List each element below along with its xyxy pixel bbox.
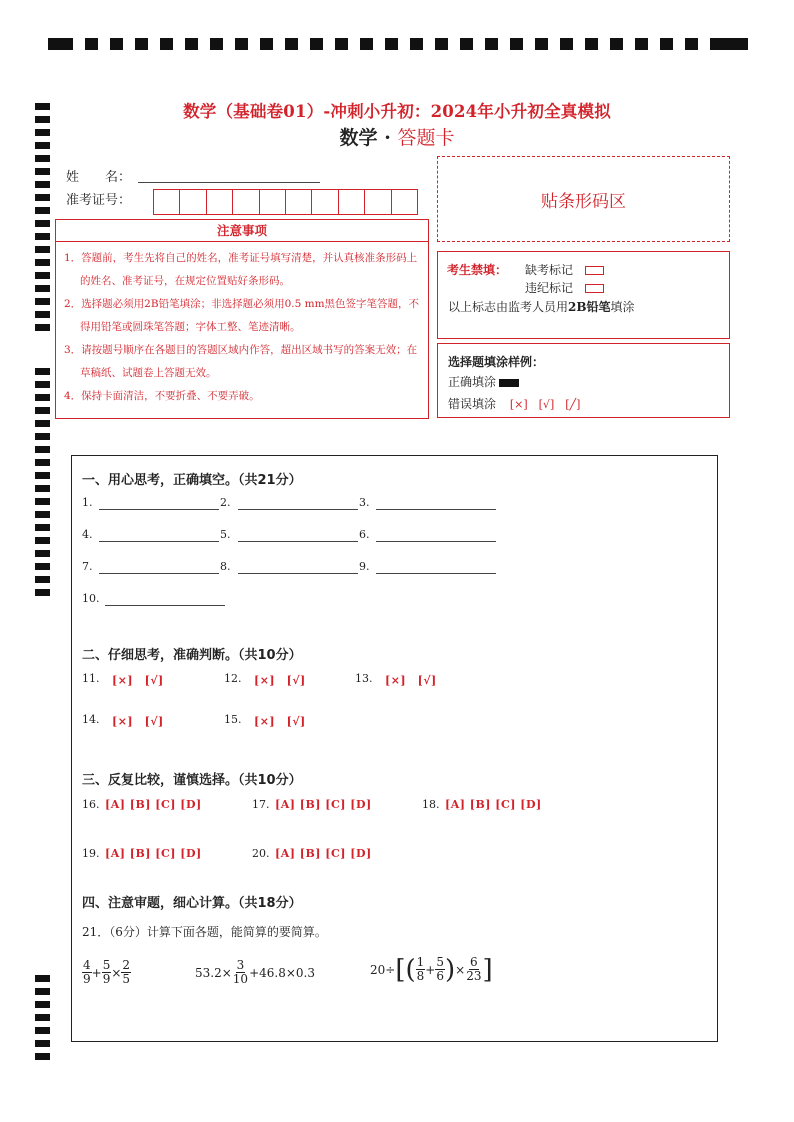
answer-line-8[interactable] — [238, 573, 358, 574]
answer-line-6[interactable] — [376, 541, 496, 542]
sample-correct-label: 正确填涂 — [448, 375, 497, 389]
violation-mark-box[interactable] — [585, 284, 604, 293]
notice-title: 注意事项 — [56, 220, 428, 242]
q-number: 20. — [252, 847, 270, 860]
name-field[interactable] — [138, 166, 320, 183]
section3-title: 三、反复比较，谨慎选择。（共10分） — [82, 773, 302, 788]
section4-title: 四、注意审题，细心计算。（共18分） — [82, 896, 302, 911]
judge-options[interactable]: [×] [√] — [385, 674, 437, 687]
answer-line-7[interactable] — [99, 573, 219, 574]
judge-options[interactable]: [×] [√] — [112, 674, 164, 687]
barcode-label: 贴条形码区 — [541, 191, 626, 212]
card-title-main: 数学 — [339, 127, 378, 149]
answer-line-1[interactable] — [99, 509, 219, 510]
judge-options[interactable]: [×] [√] — [112, 715, 164, 728]
name-label: 姓 名： — [66, 170, 132, 185]
sample-wrong-row — [448, 395, 580, 412]
expression-3: 20÷ [ ( $\frac{1}{8}$ + $\frac{5}{6}$ ) × $\frac{6}{23}$ ] — [370, 954, 493, 985]
q-number: 2. — [220, 496, 231, 509]
q-number: 1. — [82, 496, 93, 509]
top-timing-marks — [48, 38, 748, 50]
q-number: 12. — [224, 672, 242, 685]
q-number: 18. — [422, 798, 440, 811]
answer-line-9[interactable] — [376, 573, 496, 574]
fill-sample-box — [437, 343, 730, 418]
barcode-area — [437, 156, 730, 242]
exam-title: 数学（基础卷01）-冲刺小升初：2024年小升初全真模拟 — [183, 102, 611, 121]
notice-box — [55, 219, 429, 419]
notice-item: 3．请按题号顺序在各题目的答题区域内作答，超出区域书写的答案无效；在草稿纸、试题卷上答题无效。 — [64, 344, 418, 379]
q-number: 10. — [82, 592, 100, 605]
notice-item: 1．答题前，考生先将自己的姓名，准考证号填写清楚，并认真核准条形码上的姓名、准考证号，在规定位置贴好条形码。 — [64, 252, 418, 287]
answer-line-3[interactable] — [376, 509, 496, 510]
q-number: 17. — [252, 798, 270, 811]
absent-mark-box[interactable] — [585, 266, 604, 275]
q-number: 4. — [82, 528, 93, 541]
card-title — [0, 123, 794, 150]
answer-line-5[interactable] — [238, 541, 358, 542]
q-number: 9. — [359, 560, 370, 573]
q-number: 16. — [82, 798, 100, 811]
absent-label: 缺考标记 — [525, 263, 574, 277]
answer-line-4[interactable] — [99, 541, 219, 542]
q-number: 15. — [224, 713, 242, 726]
choice-options[interactable]: [A] [B] [C] [D] — [445, 798, 542, 811]
q-number: 19. — [82, 847, 100, 860]
notice-item: 4．保持卡面清洁，不要折叠、不要弄破。 — [64, 390, 260, 402]
q-number: 14. — [82, 713, 100, 726]
choice-options[interactable]: [A] [B] [C] [D] — [105, 798, 202, 811]
sample-title: 选择题填涂样例： — [448, 355, 545, 369]
card-title-sub: 答题卡 — [397, 127, 455, 149]
choice-options[interactable]: [A] [B] [C] [D] — [275, 798, 372, 811]
q-number: 5. — [220, 528, 231, 541]
answer-line-10[interactable] — [105, 605, 225, 606]
card-title-dot: · — [384, 127, 391, 149]
absent-mark-row — [525, 261, 604, 278]
violation-label: 违纪标记 — [525, 281, 574, 295]
sample-correct-row — [448, 373, 519, 390]
choice-options[interactable]: [A] [B] [C] [D] — [275, 847, 372, 860]
q21-prompt: 21．（6分）计算下面各题，能简算的要简算。 — [82, 925, 327, 939]
ban-label: 考生禁填： — [447, 263, 508, 277]
id-label: 准考证号： — [66, 193, 132, 208]
expression-2: 53.2× $\frac{3}{10}$ +46.8×0.3 — [195, 958, 315, 986]
ban-note: 以上标志由监考人员用2B铅笔填涂 — [448, 300, 635, 314]
answer-area — [71, 455, 718, 1042]
violation-mark-row — [525, 279, 604, 296]
examinee-prohibited-box — [437, 251, 730, 339]
q-number: 11. — [82, 672, 100, 685]
filled-mark — [499, 379, 519, 387]
choice-options[interactable]: [A] [B] [C] [D] — [105, 847, 202, 860]
section2-title: 二、仔细思考，准确判断。（共10分） — [82, 648, 302, 663]
id-number-boxes[interactable] — [153, 189, 418, 215]
answer-line-2[interactable] — [238, 509, 358, 510]
sample-wrong-label: 错误填涂 — [448, 397, 497, 411]
q-number: 8. — [220, 560, 231, 573]
judge-options[interactable]: [×] [√] — [254, 674, 306, 687]
expression-1: $\frac{4}{9}$ + $\frac{5}{9}$ × $\frac{2}{5}$ — [83, 958, 131, 986]
q-number: 6. — [359, 528, 370, 541]
q-number: 7. — [82, 560, 93, 573]
section1-title: 一、用心思考，正确填空。（共21分） — [82, 473, 302, 488]
judge-options[interactable]: [×] [√] — [254, 715, 306, 728]
q-number: 13. — [355, 672, 373, 685]
notice-item: 2．选择题必须用2B铅笔填涂；非选择题必须用0.5 mm黑色签字笔答题，不得用铅笔或圆珠笔答题；字体工整、笔迹清晰。 — [64, 298, 420, 333]
sample-wrong-marks: [×] [√] [╱] — [509, 398, 581, 411]
q-number: 3. — [359, 496, 370, 509]
